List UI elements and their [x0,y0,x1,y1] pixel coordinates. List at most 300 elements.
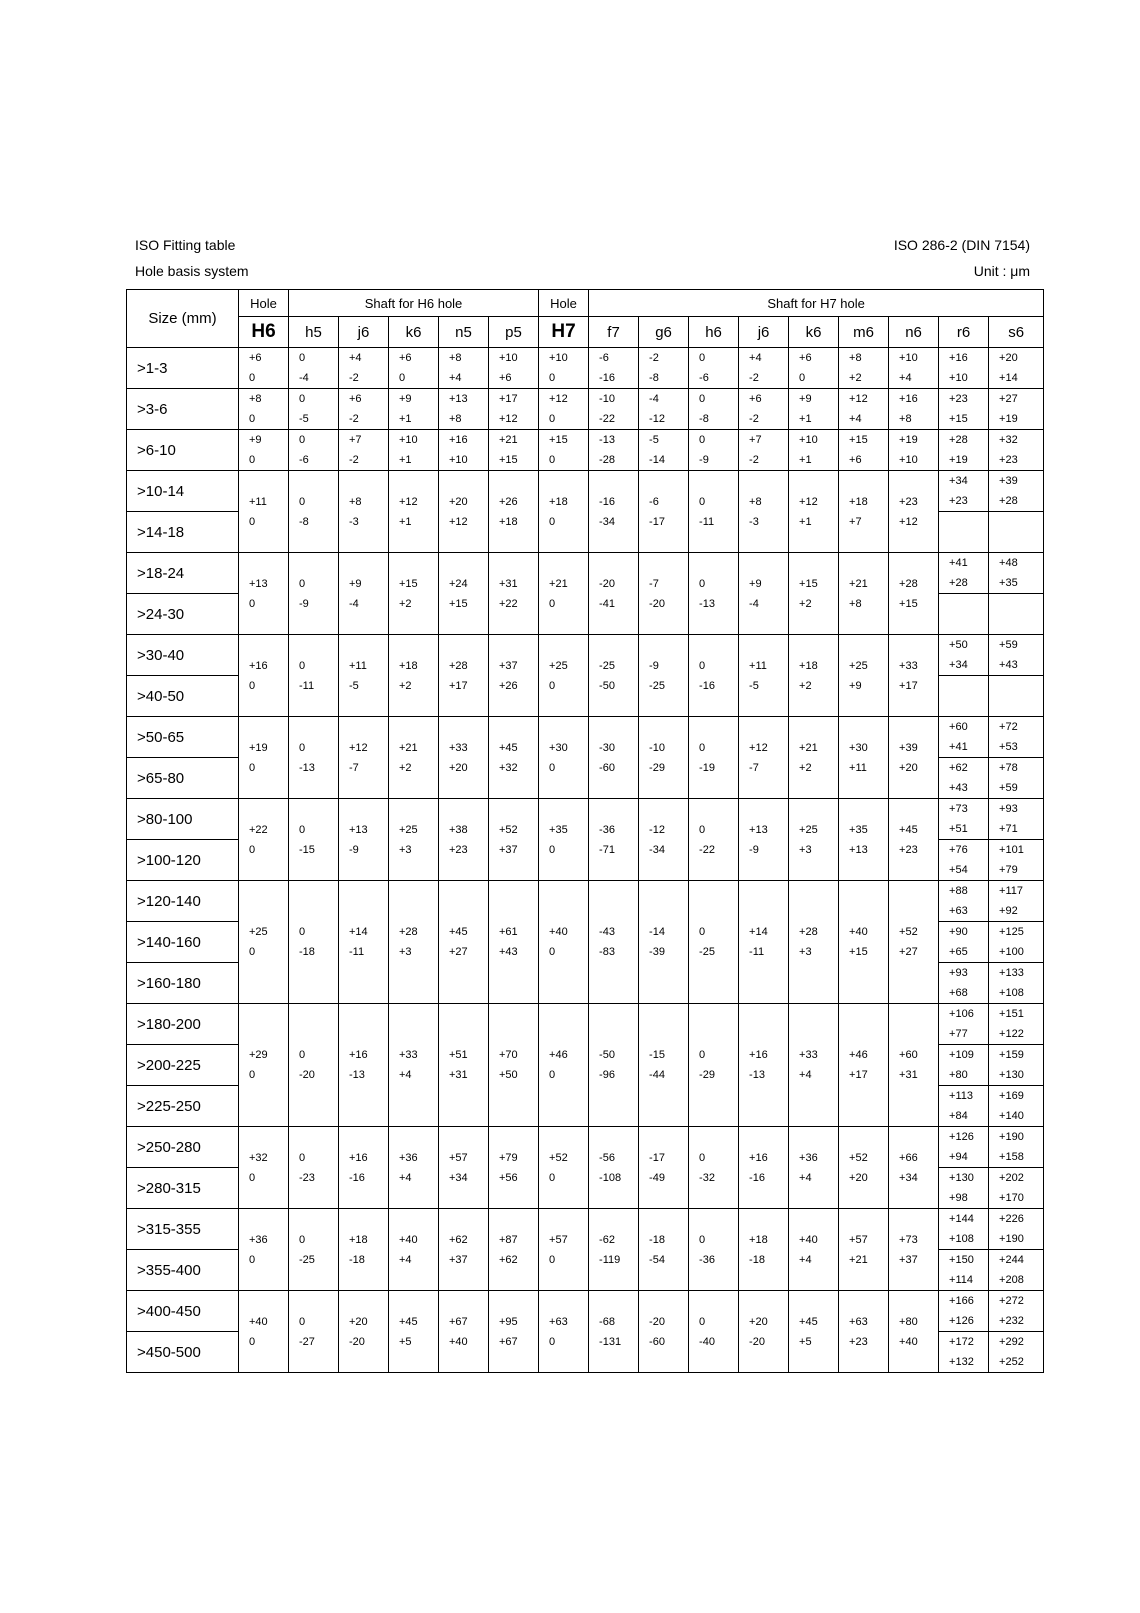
column-header: n6 [889,317,939,348]
lower-deviation: 0 [249,679,256,692]
upper-deviation: +169 [999,1090,1024,1102]
upper-deviation: +52 [499,823,518,836]
lower-deviation: -14 [649,454,665,466]
tolerance-cell [939,1291,989,1332]
lower-deviation: +18 [499,515,518,528]
upper-deviation: +13 [349,823,368,836]
lower-deviation: +7 [849,515,862,528]
upper-deviation: 0 [299,1151,306,1164]
lower-deviation: +6 [499,372,512,384]
column-header: k6 [789,317,839,348]
upper-deviation: +10 [399,434,418,446]
size-range-cell: >14-18 [127,512,239,553]
upper-deviation: +14 [749,926,768,938]
lower-deviation: -9 [749,843,759,856]
tolerance-cell [439,799,489,881]
lower-deviation: 0 [249,1253,256,1266]
tolerance-cell [539,1004,589,1127]
upper-deviation: -5 [649,434,659,446]
upper-deviation: -2 [649,352,659,364]
tolerance-cell [939,348,989,389]
upper-deviation: +11 [249,495,267,508]
upper-deviation: +52 [549,1151,568,1164]
upper-deviation: +11 [349,659,367,672]
upper-deviation: -4 [649,393,659,405]
upper-deviation: +38 [449,823,468,836]
tolerance-cell [389,1127,439,1209]
size-range-cell: >140-160 [127,922,239,963]
tolerance-cell [889,389,939,430]
lower-deviation: -96 [599,1069,615,1081]
lower-deviation: -2 [749,413,759,425]
lower-deviation: +35 [999,577,1018,589]
tolerance-cell [689,1004,739,1127]
lower-deviation: 0 [549,761,556,774]
lower-deviation: +14 [999,372,1018,384]
lower-deviation: 0 [799,372,806,384]
size-range-cell: >18-24 [127,553,239,594]
tolerance-cell [339,471,389,553]
tolerance-cell [889,1004,939,1127]
upper-deviation: +87 [499,1233,518,1246]
upper-deviation: -7 [649,577,659,590]
lower-deviation: +50 [499,1069,518,1081]
tolerance-cell [289,471,339,553]
upper-deviation: -20 [649,1315,665,1328]
lower-deviation: 0 [249,761,256,774]
upper-deviation: +35 [849,823,868,836]
lower-deviation: +2 [399,597,412,610]
lower-deviation: +17 [899,679,918,692]
tolerance-cell [839,1209,889,1291]
tolerance-cell [389,881,439,1004]
iso-fitting-table [126,289,1044,1373]
tolerance-cell [539,553,589,635]
upper-deviation: +35 [549,823,568,836]
size-range-cell: >100-120 [127,840,239,881]
upper-deviation: -43 [599,926,615,938]
upper-deviation: +11 [749,659,767,672]
upper-deviation: +8 [749,495,762,508]
tolerance-cell [539,1209,589,1291]
tolerance-cell [439,1291,489,1373]
lower-deviation: +6 [849,454,862,466]
upper-deviation: +36 [399,1151,418,1164]
upper-deviation: +18 [399,659,418,672]
upper-deviation: +40 [249,1315,268,1328]
lower-deviation: -18 [749,1253,765,1266]
upper-deviation: +15 [799,577,818,590]
upper-deviation: 0 [299,741,306,754]
tolerance-cell [989,717,1044,758]
upper-deviation: +12 [549,393,568,405]
header-row-columns [127,317,1044,348]
lower-deviation: +68 [949,987,968,999]
upper-deviation: +20 [349,1315,368,1328]
lower-deviation: -9 [699,454,709,466]
upper-deviation: +76 [949,844,968,856]
tolerance-cell [989,348,1044,389]
upper-deviation: +16 [949,352,968,364]
lower-deviation: +37 [499,843,518,856]
upper-deviation: +29 [249,1049,268,1061]
tolerance-cell [639,389,689,430]
lower-deviation: -19 [699,761,715,774]
tolerance-cell [239,717,289,799]
lower-deviation: 0 [249,597,256,610]
upper-deviation: -15 [649,1049,665,1061]
lower-deviation: +3 [399,946,412,958]
table-row [127,1291,1044,1332]
upper-deviation: +190 [999,1131,1024,1143]
lower-deviation: +2 [399,761,412,774]
size-range-cell: >3-6 [127,389,239,430]
tolerance-cell [589,1291,639,1373]
lower-deviation: -8 [699,413,709,425]
tolerance-cell [939,799,989,840]
tolerance-cell [639,1291,689,1373]
upper-deviation: +45 [399,1315,418,1328]
upper-deviation: +20 [449,495,468,508]
lower-deviation: -9 [349,843,359,856]
lower-deviation: +130 [999,1069,1024,1081]
upper-deviation: +73 [899,1233,918,1246]
tolerance-cell [939,512,989,553]
lower-deviation: +21 [849,1253,868,1266]
iso-fitting-table-wrapper [126,289,1043,1373]
tolerance-cell [289,348,339,389]
upper-deviation: 0 [699,352,706,364]
upper-deviation: +21 [399,741,418,754]
tolerance-cell [639,1127,689,1209]
upper-deviation: +21 [849,577,868,590]
upper-deviation: +151 [999,1008,1024,1020]
lower-deviation: +31 [449,1069,468,1081]
lower-deviation: +4 [799,1069,812,1081]
lower-deviation: +23 [999,454,1018,466]
tolerance-cell [539,389,589,430]
tolerance-cell [739,717,789,799]
tolerance-cell [539,635,589,717]
lower-deviation: +114 [949,1274,974,1286]
lower-deviation: 0 [249,454,256,466]
tolerance-cell [689,1291,739,1373]
upper-deviation: 0 [299,434,306,446]
column-header: k6 [389,317,439,348]
tolerance-cell [789,389,839,430]
tolerance-cell [989,1209,1044,1250]
tolerance-cell [839,881,889,1004]
tolerance-cell [239,635,289,717]
upper-deviation: +33 [799,1049,818,1061]
lower-deviation: +26 [499,679,518,692]
lower-deviation: +34 [949,659,968,671]
upper-deviation: +12 [399,495,418,508]
upper-deviation: +63 [849,1315,868,1328]
lower-deviation: +122 [999,1028,1024,1040]
tolerance-cell [489,348,539,389]
upper-deviation: +95 [499,1315,518,1328]
size-range-cell: >355-400 [127,1250,239,1291]
lower-deviation: +56 [499,1171,518,1184]
upper-deviation: +272 [999,1295,1024,1307]
tolerance-cell [239,430,289,471]
lower-deviation: 0 [549,1069,556,1081]
lower-deviation: +12 [899,515,918,528]
upper-deviation: +13 [749,823,768,836]
upper-deviation: +40 [849,926,868,938]
tolerance-cell [689,471,739,553]
tolerance-cell [889,1127,939,1209]
upper-deviation: +66 [899,1151,918,1164]
upper-deviation: +24 [449,577,468,590]
lower-deviation: +54 [949,864,968,876]
tolerance-cell [289,389,339,430]
tolerance-cell [839,1127,889,1209]
tolerance-cell [539,881,589,1004]
tolerance-cell [939,594,989,635]
tolerance-cell [589,799,639,881]
upper-deviation: +15 [399,577,418,590]
tolerance-cell [439,553,489,635]
upper-deviation: +60 [949,721,968,733]
tolerance-cell [889,348,939,389]
tolerance-cell [489,471,539,553]
tolerance-cell [339,799,389,881]
upper-deviation: +39 [899,741,918,754]
lower-deviation: +5 [399,1335,412,1348]
lower-deviation: +1 [399,515,412,528]
tolerance-cell [939,840,989,881]
lower-deviation: +43 [999,659,1018,671]
tolerance-cell [889,1209,939,1291]
tolerance-cell [939,471,989,512]
tolerance-cell [589,1127,639,1209]
tolerance-cell [239,1127,289,1209]
lower-deviation: +77 [949,1028,968,1040]
upper-deviation: +14 [349,926,368,938]
column-header: j6 [339,317,389,348]
lower-deviation: -131 [599,1335,622,1348]
lower-deviation: +51 [949,823,968,835]
tolerance-cell [539,799,589,881]
lower-deviation: -18 [299,946,315,958]
tolerance-cell [289,881,339,1004]
lower-deviation: +1 [799,454,812,466]
lower-deviation: +3 [799,946,812,958]
tolerance-cell [939,676,989,717]
tolerance-cell [989,471,1044,512]
size-range-cell: >225-250 [127,1086,239,1127]
lower-deviation: -29 [699,1069,715,1081]
upper-deviation: +150 [949,1254,974,1266]
tolerance-cell [239,389,289,430]
tolerance-cell [839,430,889,471]
tolerance-cell [439,1209,489,1291]
tolerance-cell [839,1291,889,1373]
upper-deviation: -18 [649,1233,665,1246]
upper-deviation: +21 [799,741,818,754]
lower-deviation: +126 [949,1315,974,1327]
tolerance-cell [439,717,489,799]
lower-deviation: +32 [499,761,518,774]
upper-deviation [949,676,988,696]
table-row [127,471,1044,512]
tolerance-cell [239,471,289,553]
tolerance-cell [639,635,689,717]
upper-deviation: +60 [899,1049,918,1061]
header-row-groups [127,290,1044,317]
upper-deviation: +8 [249,393,262,405]
lower-deviation: +140 [999,1110,1024,1122]
upper-deviation: +16 [449,434,468,446]
upper-deviation: +57 [849,1233,868,1246]
tolerance-cell [289,1291,339,1373]
upper-deviation: +28 [449,659,468,672]
upper-deviation: -30 [599,741,615,754]
lower-deviation: +4 [849,413,862,425]
lower-deviation: -17 [649,515,665,528]
upper-deviation: -13 [599,434,615,446]
upper-deviation: +126 [949,1131,974,1143]
table-row [127,348,1044,389]
tolerance-cell [639,881,689,1004]
lower-deviation: +8 [449,413,462,425]
tolerance-cell [789,1291,839,1373]
tolerance-cell [489,389,539,430]
lower-deviation: 0 [549,946,556,958]
upper-deviation: +90 [949,926,968,938]
lower-deviation: -2 [349,454,359,466]
upper-deviation: 0 [699,1151,706,1164]
tolerance-cell [989,635,1044,676]
table-row [127,799,1044,840]
lower-deviation: +10 [949,372,968,384]
size-range-cell: >315-355 [127,1209,239,1250]
upper-deviation: +27 [999,393,1018,405]
upper-deviation: 0 [299,926,306,938]
tolerance-cell [839,553,889,635]
lower-deviation: -4 [349,597,359,610]
upper-deviation: +62 [949,762,968,774]
lower-deviation: +4 [449,372,462,384]
tolerance-cell [739,635,789,717]
upper-deviation: +4 [349,352,362,364]
tolerance-cell [339,430,389,471]
tolerance-cell [389,348,439,389]
lower-deviation: -6 [699,372,709,384]
tolerance-cell [589,1004,639,1127]
tolerance-cell [989,430,1044,471]
tolerance-cell [489,1004,539,1127]
upper-deviation: +40 [549,926,568,938]
tolerance-cell [789,717,839,799]
lower-deviation: +1 [799,413,812,425]
lower-deviation: 0 [549,597,556,610]
upper-deviation: +8 [349,495,362,508]
tolerance-cell [289,799,339,881]
tolerance-cell [639,348,689,389]
upper-deviation [999,512,1043,532]
upper-deviation: +6 [749,393,762,405]
upper-deviation: +109 [949,1049,974,1061]
lower-deviation: +94 [949,1151,968,1163]
lower-deviation: +63 [949,905,968,917]
size-range-cell: >200-225 [127,1045,239,1086]
lower-deviation: +3 [399,843,412,856]
lower-deviation: +84 [949,1110,968,1122]
upper-deviation: +41 [949,557,968,569]
lower-deviation: +4 [399,1069,412,1081]
upper-deviation: +10 [799,434,818,446]
hole-h6-group-header: Hole [239,290,289,317]
upper-deviation [999,676,1043,696]
tolerance-cell [989,963,1044,1004]
tolerance-cell [939,553,989,594]
tolerance-cell [439,348,489,389]
upper-deviation: +20 [749,1315,768,1328]
upper-deviation: +45 [799,1315,818,1328]
tolerance-cell [689,881,739,1004]
lower-deviation: +3 [799,843,812,856]
lower-deviation: +23 [849,1335,868,1348]
lower-deviation: +22 [499,597,518,610]
upper-deviation: +25 [549,659,568,672]
table-row [127,1004,1044,1045]
tolerance-cell [439,1127,489,1209]
tolerance-cell [389,1209,439,1291]
tolerance-cell [989,594,1044,635]
lower-deviation: 0 [549,515,556,528]
upper-deviation: +25 [399,823,418,836]
lower-deviation: 0 [399,372,406,384]
size-range-cell: >65-80 [127,758,239,799]
lower-deviation: +19 [999,413,1018,425]
upper-deviation: +30 [849,741,868,754]
upper-deviation: +166 [949,1295,974,1307]
upper-deviation: +12 [349,741,368,754]
upper-deviation: +52 [849,1151,868,1164]
tolerance-cell [939,635,989,676]
lower-deviation: -16 [699,679,715,692]
lower-deviation: -7 [349,761,359,774]
tolerance-cell [489,799,539,881]
tolerance-cell [539,430,589,471]
tolerance-cell [289,553,339,635]
tolerance-cell [289,1209,339,1291]
tolerance-cell [689,1127,739,1209]
upper-deviation: +57 [549,1233,568,1246]
tolerance-cell [989,840,1044,881]
tolerance-cell [239,1004,289,1127]
tolerance-cell [589,1209,639,1291]
upper-deviation: +19 [899,434,918,446]
tolerance-cell [689,717,739,799]
lower-deviation: -28 [599,454,615,466]
lower-deviation: +4 [399,1171,412,1184]
upper-deviation: +202 [999,1172,1024,1184]
upper-deviation: +12 [749,741,768,754]
lower-deviation: 0 [249,413,256,425]
lower-deviation: -34 [599,515,615,528]
upper-deviation: +19 [249,741,268,754]
tolerance-cell [439,471,489,553]
tolerance-cell [289,717,339,799]
tolerance-cell [789,1127,839,1209]
lower-deviation: +17 [449,679,468,692]
tolerance-cell [889,717,939,799]
lower-deviation: +62 [499,1253,518,1266]
